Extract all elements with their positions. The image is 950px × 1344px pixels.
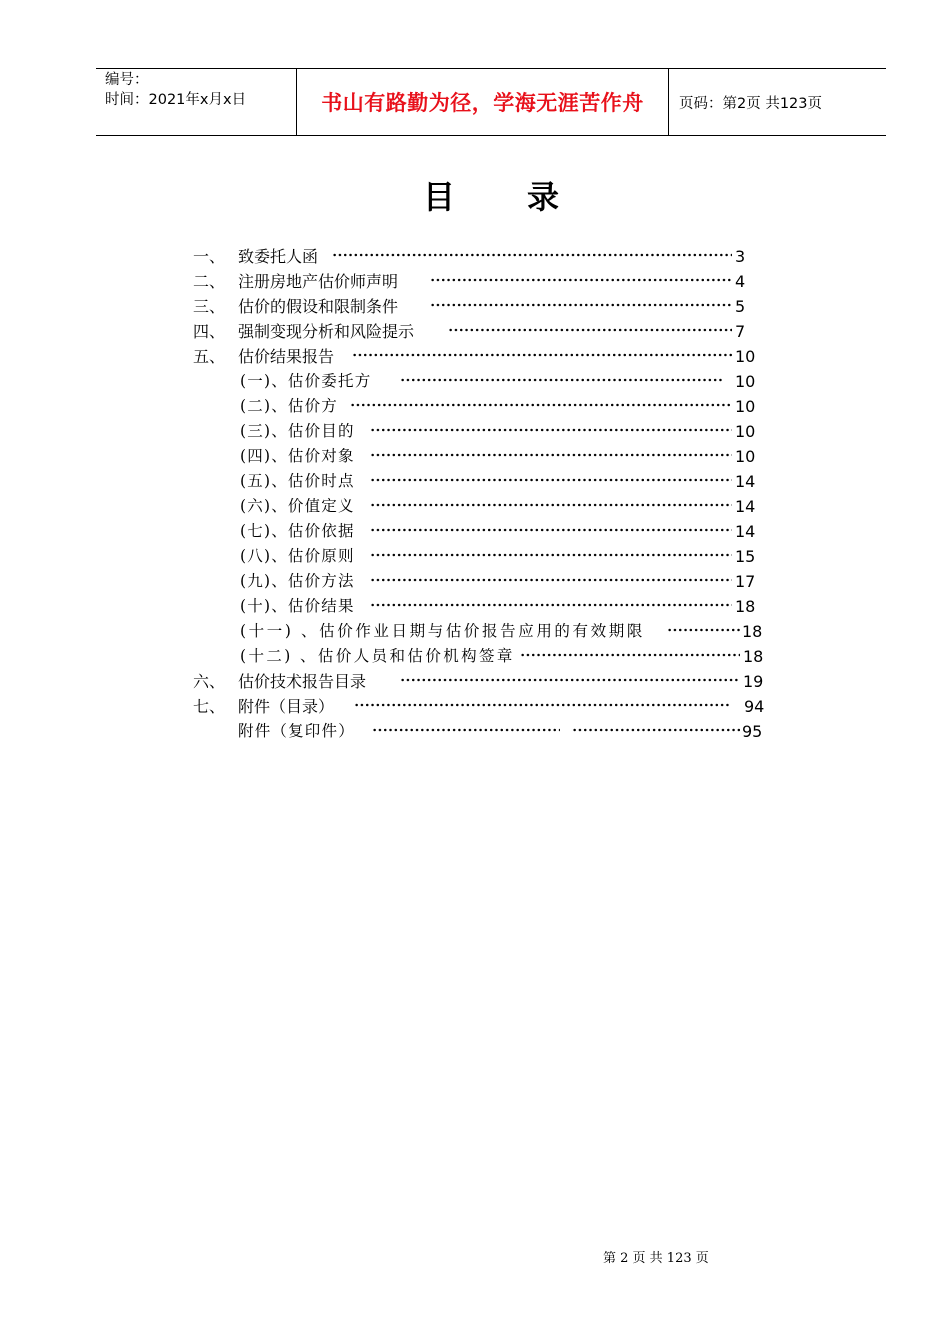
toc-entry-label: (十)、估价结果: [240, 597, 355, 615]
toc-leader-dots: [370, 528, 732, 532]
toc-entry-label: (三)、估价目的: [240, 422, 355, 440]
header-left-cell: [96, 69, 297, 135]
toc-leader-dots: [370, 503, 732, 507]
toc-entry-11[interactable]: [0, 494, 950, 519]
page-title: [0, 172, 950, 220]
toc-entry-7[interactable]: [0, 394, 950, 419]
toc-entry-page: 15: [735, 547, 756, 566]
toc-entry-16[interactable]: [0, 619, 950, 644]
toc-entry-label: 注册房地产估价师声明: [238, 272, 399, 291]
toc-leader-dots: [667, 628, 740, 632]
toc-leader-dots: [350, 403, 732, 407]
toc-entry-label: 估价技术报告目录: [238, 672, 367, 691]
toc-entry-19[interactable]: [0, 694, 950, 719]
toc-entry-page: 3: [735, 247, 746, 266]
toc-leader-dots: [572, 728, 740, 732]
toc-entry-page: 95: [742, 722, 763, 741]
toc-entry-page: 10: [735, 372, 756, 391]
toc-entry-1[interactable]: [0, 244, 950, 269]
toc-entry-page: 7: [735, 322, 746, 341]
toc-entry-page: 5: [735, 297, 746, 316]
toc-entry-page: 18: [742, 622, 763, 641]
toc-entry-page: 10: [735, 347, 756, 366]
toc-entry-label: (二)、估价方: [240, 397, 338, 415]
toc-entry-page: 14: [735, 522, 756, 541]
toc-entry-label: (十一) 、估价作业日期与估价报告应用的有效期限: [240, 622, 645, 640]
toc-entry-page: 18: [735, 597, 756, 616]
toc-entry-label: (七)、估价依据: [240, 522, 355, 540]
header-table: [96, 68, 886, 136]
toc-entry-9[interactable]: [0, 444, 950, 469]
page-title-char-1: 目: [423, 178, 456, 216]
page-title-char-2: 录: [527, 178, 560, 216]
toc-entry-15[interactable]: [0, 594, 950, 619]
header-motto: 书山有路勤为径，学海无涯苦作舟: [297, 69, 669, 135]
toc-leader-dots: [372, 728, 560, 732]
toc-leader-dots: [370, 428, 732, 432]
toc-entry-label: (十二) 、估价人员和估价机构签章: [240, 647, 515, 665]
toc-entry-14[interactable]: [0, 569, 950, 594]
toc-entry-page: 4: [735, 272, 746, 291]
toc-leader-dots: [400, 678, 740, 682]
toc-entry-label: 附件（目录）: [238, 697, 335, 716]
toc-entry-label: 强制变现分析和风险提示: [238, 322, 415, 341]
toc-entry-label: (八)、估价原则: [240, 547, 355, 565]
toc-entry-label: 致委托人函: [238, 247, 319, 266]
toc-leader-dots: [354, 703, 730, 707]
toc-entry-page: 10: [735, 397, 756, 416]
header-page-label: 页码：第2页 共123页: [679, 95, 823, 112]
toc-leader-dots: [520, 653, 740, 657]
toc-entry-17[interactable]: [0, 644, 950, 669]
toc-entry-page: 10: [735, 422, 756, 441]
toc-entry-page: 94: [744, 697, 765, 716]
toc-entry-label: 附件（复印件）: [238, 722, 355, 740]
toc-entry-20[interactable]: [0, 719, 950, 744]
toc-entry-number: 二、: [193, 272, 226, 291]
toc-leader-dots: [370, 603, 732, 607]
toc-entry-label: (五)、估价时点: [240, 472, 355, 490]
table-of-contents: [0, 244, 950, 744]
toc-entry-label: 估价的假设和限制条件: [238, 297, 399, 316]
toc-entry-page: 18: [743, 647, 764, 666]
document-time-label: 时间：2021年x月x日: [105, 92, 247, 108]
toc-entry-label: (一)、估价委托方: [240, 372, 372, 390]
toc-entry-label: (四)、估价对象: [240, 447, 355, 465]
toc-entry-label: 估价结果报告: [238, 347, 335, 366]
toc-entry-number: 七、: [193, 697, 226, 716]
toc-entry-2[interactable]: [0, 269, 950, 294]
toc-entry-13[interactable]: [0, 544, 950, 569]
toc-entry-10[interactable]: [0, 469, 950, 494]
toc-leader-dots: [400, 378, 722, 382]
toc-leader-dots: [430, 303, 732, 307]
page-footer: 第 2 页 共 123 页: [603, 1251, 709, 1266]
toc-entry-6[interactable]: [0, 369, 950, 394]
toc-entry-page: 19: [743, 672, 764, 691]
toc-entry-5[interactable]: [0, 344, 950, 369]
toc-entry-8[interactable]: [0, 419, 950, 444]
toc-entry-page: 10: [735, 447, 756, 466]
toc-entry-page: 17: [735, 572, 756, 591]
toc-entry-number: 六、: [193, 672, 226, 691]
toc-entry-number: 四、: [193, 322, 226, 341]
toc-leader-dots: [370, 453, 732, 457]
toc-entry-12[interactable]: [0, 519, 950, 544]
toc-leader-dots: [370, 478, 732, 482]
toc-entry-label: (六)、价值定义: [240, 497, 355, 515]
toc-entry-number: 五、: [193, 347, 226, 366]
toc-entry-page: 14: [735, 497, 756, 516]
toc-entry-4[interactable]: [0, 319, 950, 344]
document-number-label: 编号：: [105, 72, 149, 88]
toc-leader-dots: [370, 553, 732, 557]
toc-entry-number: 一、: [193, 247, 226, 266]
toc-leader-dots: [370, 578, 732, 582]
toc-entry-page: 14: [735, 472, 756, 491]
toc-entry-3[interactable]: [0, 294, 950, 319]
toc-leader-dots: [352, 353, 732, 357]
toc-entry-number: 三、: [193, 297, 226, 316]
toc-entry-18[interactable]: [0, 669, 950, 694]
toc-leader-dots: [430, 278, 732, 282]
toc-leader-dots: [332, 253, 732, 257]
toc-entry-label: (九)、估价方法: [240, 572, 355, 590]
toc-leader-dots: [448, 328, 732, 332]
